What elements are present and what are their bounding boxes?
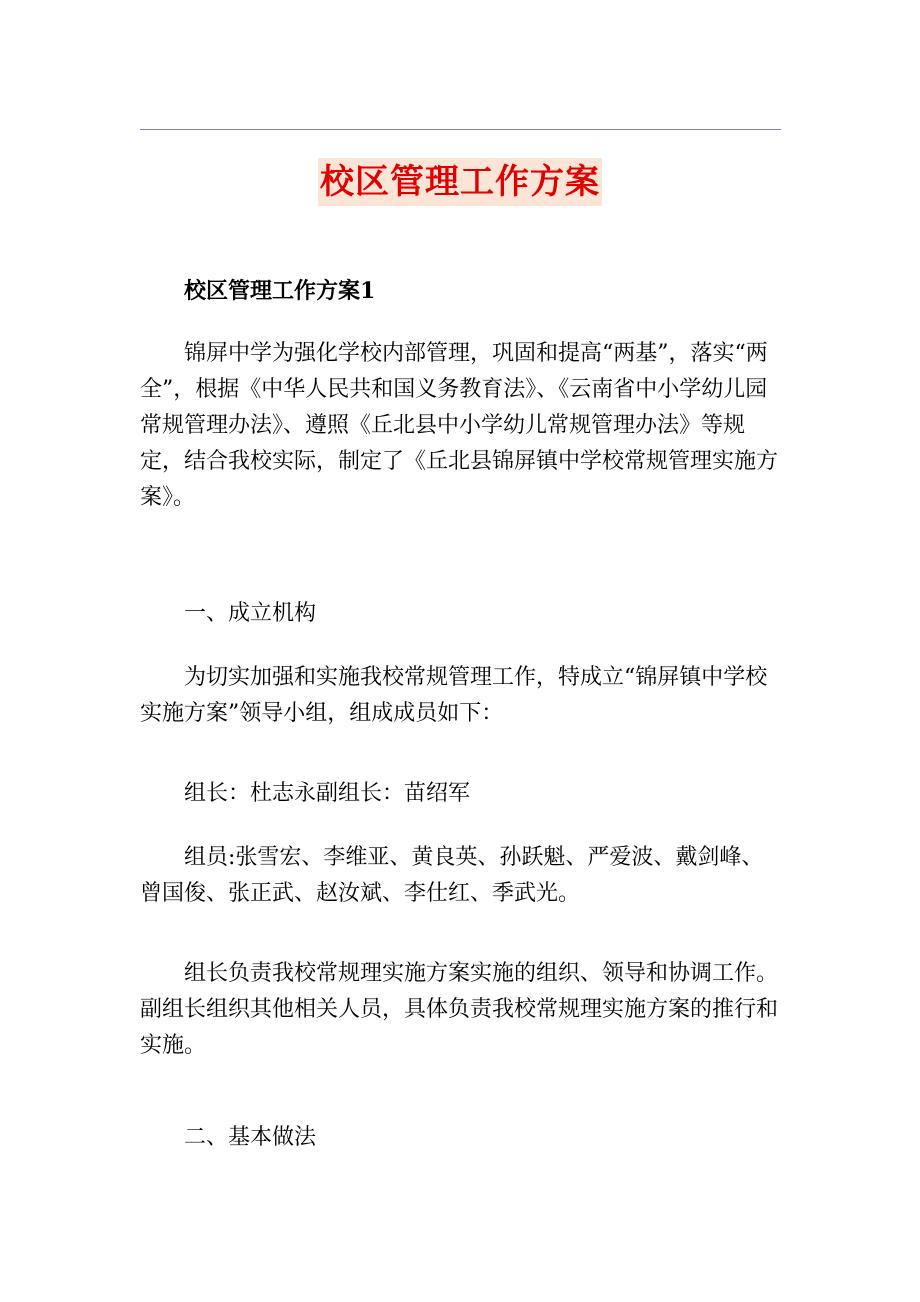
document-title: 校区管理工作方案 [318, 158, 602, 206]
header-rule [140, 129, 781, 130]
subheading-establish-organization: 一、成立机构 [184, 601, 317, 626]
subheading-basic-practices: 二、基本做法 [184, 1125, 317, 1150]
responsibilities-paragraph: 组长负责我校常规理实施方案实施的组织、领导和协调工作。副组长组织其他相关人员，具体负责我校常规理实施方案的推行和实施。 [140, 961, 779, 1058]
title-container [0, 158, 920, 206]
intro-paragraph: 锦屏中学为强化学校内部管理，巩固和提高“两基”，落实“两全”，根据《中华人民共和国义务教育法》、《云南省中小学幼儿园常规管理办法》、遵照《丘北县中小学幼儿常规管理办法》等规定，结合我校实际，制定了《丘北县锦屏镇中学校常规管理实施方案》。 [140, 341, 779, 510]
section-heading-1: 校区管理工作方案1 [184, 278, 376, 304]
organization-paragraph: 为切实加强和实施我校常规管理工作，特成立“锦屏镇中学校实施方案”领导小组，组成成员如下： [140, 665, 768, 726]
leaders-line: 组长：杜志永副组长：苗绍军 [184, 781, 471, 806]
members-paragraph: 组员:张雪宏、李维亚、黄良英、孙跃魁、严爱波、戴剑峰、曾国俊、张正武、赵汝斌、李仕红、季武光。 [140, 845, 764, 906]
